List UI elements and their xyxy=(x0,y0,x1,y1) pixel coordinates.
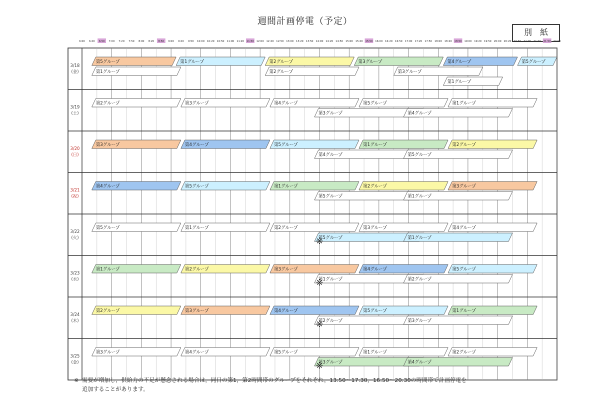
outage-group-label: 第1グループ xyxy=(363,350,387,356)
outage-group-label: 第3グループ xyxy=(95,142,120,148)
row-day-of-week: (金) xyxy=(71,359,79,365)
footnote-line-2: 追加することがあります。 xyxy=(82,386,149,393)
outage-group-label: 第3グループ xyxy=(363,225,387,231)
time-tick-label: 16:50 xyxy=(394,40,403,43)
outage-group-label: 第4グループ xyxy=(447,59,472,65)
outage-group-label: 第4グループ xyxy=(184,350,209,356)
outage-group-label: 第1グループ xyxy=(95,267,120,273)
time-tick-label: 6:50 xyxy=(98,40,105,43)
outage-group-label: 第1グループ xyxy=(318,277,343,283)
time-tick-label: 9:50 xyxy=(187,40,194,43)
time-tick-label: 21:50 xyxy=(543,40,551,43)
time-tick-label: 19:00 xyxy=(464,40,472,43)
outage-group-label: 第4グループ xyxy=(95,184,120,190)
outage-group-label: 第5グループ xyxy=(318,235,343,241)
outage-group-label: 第4グループ xyxy=(363,267,387,273)
outage-group-label: 第2グループ xyxy=(95,101,120,107)
outage-group-label: 第3グループ xyxy=(397,69,422,75)
footnote-mark: ※ xyxy=(74,378,79,384)
additional-outage-marker: ※ xyxy=(315,237,324,247)
row-date: 3/21 xyxy=(70,187,80,193)
time-tick-label: 22:00 xyxy=(553,40,561,43)
outage-group-label: 第2グループ xyxy=(407,277,432,283)
row-day-of-week: (祝) xyxy=(71,193,79,199)
time-tick-label: 19:50 xyxy=(483,40,492,43)
time-tick-label: 11:50 xyxy=(246,40,254,43)
outage-group-label: 第5グループ xyxy=(521,59,546,65)
time-tick-label: 14:00 xyxy=(315,40,324,43)
appendix-badge: 別 紙 xyxy=(512,24,560,42)
outage-group-label: 第2グループ xyxy=(318,318,343,324)
time-tick-label: 8:00 xyxy=(138,40,145,43)
time-tick-label: 17:50 xyxy=(424,40,433,43)
outage-group-label: 第3グループ xyxy=(318,111,343,117)
row-date: 3/19 xyxy=(70,104,80,110)
time-tick-label: 15:20 xyxy=(355,40,363,43)
row-date: 3/25 xyxy=(70,353,80,359)
time-tick-label: 21:20 xyxy=(533,40,541,43)
outage-group-label: 第4グループ xyxy=(273,101,298,107)
row-day-of-week: (水) xyxy=(71,276,79,282)
time-tick-label: 11:20 xyxy=(236,40,245,43)
outage-group-label: 第4グループ xyxy=(407,360,432,366)
outage-group-label: 第2グループ xyxy=(273,225,298,231)
time-tick-label: 16:20 xyxy=(385,40,393,43)
outage-group-label: 第3グループ xyxy=(407,318,432,324)
outage-group-label: 第3グループ xyxy=(452,184,476,190)
row-day-of-week: (木) xyxy=(71,317,79,323)
outage-group-label: 第4グループ xyxy=(407,111,432,117)
outage-group-label: 第3グループ xyxy=(184,101,209,107)
time-tick-label: 6:20 xyxy=(88,40,95,43)
time-tick-label: 17:00 xyxy=(404,40,413,43)
row-day-of-week: (日) xyxy=(71,151,79,157)
time-tick-label: 18:20 xyxy=(444,40,452,43)
outage-group-label: 第4グループ xyxy=(452,225,476,231)
time-tick-label: 21:00 xyxy=(523,40,532,43)
time-tick-label: 10:50 xyxy=(216,40,225,43)
time-tick-label: 14:50 xyxy=(335,40,344,43)
time-tick-label: 13:00 xyxy=(286,40,294,43)
time-tick-label: 10:20 xyxy=(206,40,215,43)
time-tick-label: 18:50 xyxy=(454,40,462,43)
row-day-of-week: (土) xyxy=(71,110,79,116)
outage-group-label: 第2グループ xyxy=(269,69,294,75)
time-tick-label: 12:50 xyxy=(276,40,284,43)
outage-group-label: 第3グループ xyxy=(184,308,209,314)
time-tick-label: 7:20 xyxy=(118,40,125,43)
outage-group-label: 第5グループ xyxy=(184,184,209,190)
time-tick-label: 18:00 xyxy=(434,40,442,43)
time-tick-label: 17:20 xyxy=(414,40,423,43)
time-tick-label: 10:00 xyxy=(197,40,205,43)
outage-group-label: 第4グループ xyxy=(184,142,209,148)
time-tick-label: 6:00 xyxy=(79,40,85,43)
outage-group-label: 第4グループ xyxy=(273,308,298,314)
outage-group-label: 第3グループ xyxy=(358,59,383,65)
outage-group-label: 第1グループ xyxy=(95,69,120,75)
outage-group-label: 第5グループ xyxy=(452,267,476,273)
outage-group-label: 第1グループ xyxy=(180,59,205,65)
row-date: 3/22 xyxy=(70,228,80,234)
outage-group-label: 第3グループ xyxy=(273,267,298,273)
outage-group-label: 第5グループ xyxy=(95,59,120,65)
outage-group-label: 第5グループ xyxy=(363,308,387,314)
time-tick-label: 16:00 xyxy=(375,40,383,43)
time-tick-label: 13:50 xyxy=(305,40,314,43)
row-date: 3/23 xyxy=(70,270,80,276)
row-date: 3/24 xyxy=(70,311,80,317)
row-date: 3/20 xyxy=(70,145,80,151)
time-tick-label: 8:20 xyxy=(148,40,155,43)
outage-group-label: 第1グループ xyxy=(363,142,387,148)
time-tick-label: 20:20 xyxy=(503,40,512,43)
time-tick-label: 9:20 xyxy=(178,40,184,43)
outage-group-label: 第2グループ xyxy=(184,267,209,273)
outage-group-label: 第1グループ xyxy=(184,225,209,231)
outage-group-label: 第3グループ xyxy=(95,350,120,356)
row-day-of-week: (火) xyxy=(71,234,79,240)
outage-group-label: 第5グループ xyxy=(363,101,387,107)
footnote xyxy=(74,377,582,394)
outage-group-label: 第5グループ xyxy=(273,350,298,356)
time-tick-label: 20:00 xyxy=(493,40,502,43)
time-tick-label: 11:00 xyxy=(226,40,235,43)
time-tick-label: 13:20 xyxy=(295,40,304,43)
time-tick-label: 20:50 xyxy=(513,40,522,43)
outage-group-label: 第1グループ xyxy=(407,194,432,200)
outage-group-label: 第1グループ xyxy=(452,308,476,314)
outage-group-label: 第4グループ xyxy=(318,152,343,158)
outage-group-label: 第1グループ xyxy=(407,235,432,241)
time-tick-label: 8:50 xyxy=(158,40,165,43)
time-tick-label: 14:20 xyxy=(325,40,334,43)
outage-group-label: 第5グループ xyxy=(318,194,343,200)
additional-outage-marker: ※ xyxy=(315,278,324,289)
time-tick-label: 9:00 xyxy=(168,40,174,43)
footnote-line-1: 需要が増加し，供給力の不足が懸念される場合は，同日の第1，第2時間帯のグループをそれぞれ，13:50～17:30，16:50～20:30の時間帯で計画停電を xyxy=(82,378,467,384)
outage-group-label: 第1グループ xyxy=(452,101,476,107)
additional-outage-marker: ※ xyxy=(315,361,324,372)
time-tick-label: 7:00 xyxy=(108,40,115,43)
time-tick-label: 19:20 xyxy=(474,40,482,43)
outage-group-label: 第2グループ xyxy=(269,59,294,65)
time-tick-label: 7:50 xyxy=(128,40,135,43)
outage-group-label: 第1グループ xyxy=(447,79,472,85)
outage-group-label: 第1グループ xyxy=(273,184,298,190)
time-tick-label: 15:50 xyxy=(365,40,373,43)
page-title: 週間計画停電（予定） xyxy=(257,17,353,27)
outage-group-label: 第2グループ xyxy=(95,308,120,314)
row-day-of-week: (金) xyxy=(71,68,79,74)
time-tick-label: 15:00 xyxy=(345,40,353,43)
outage-group-label: 第5グループ xyxy=(273,142,298,148)
additional-outage-marker: ※ xyxy=(315,320,324,330)
row-date: 3/18 xyxy=(70,62,80,68)
outage-group-label: 第3グループ xyxy=(318,360,343,366)
outage-group-label: 第2グループ xyxy=(452,142,476,148)
outage-group-label: 第5グループ xyxy=(95,225,120,231)
time-tick-label: 12:20 xyxy=(266,40,274,43)
outage-group-label: 第5グループ xyxy=(407,152,432,158)
outage-group-label: 第2グループ xyxy=(363,184,387,190)
outage-group-label: 第2グループ xyxy=(452,350,476,356)
time-tick-label: 12:00 xyxy=(256,40,264,43)
